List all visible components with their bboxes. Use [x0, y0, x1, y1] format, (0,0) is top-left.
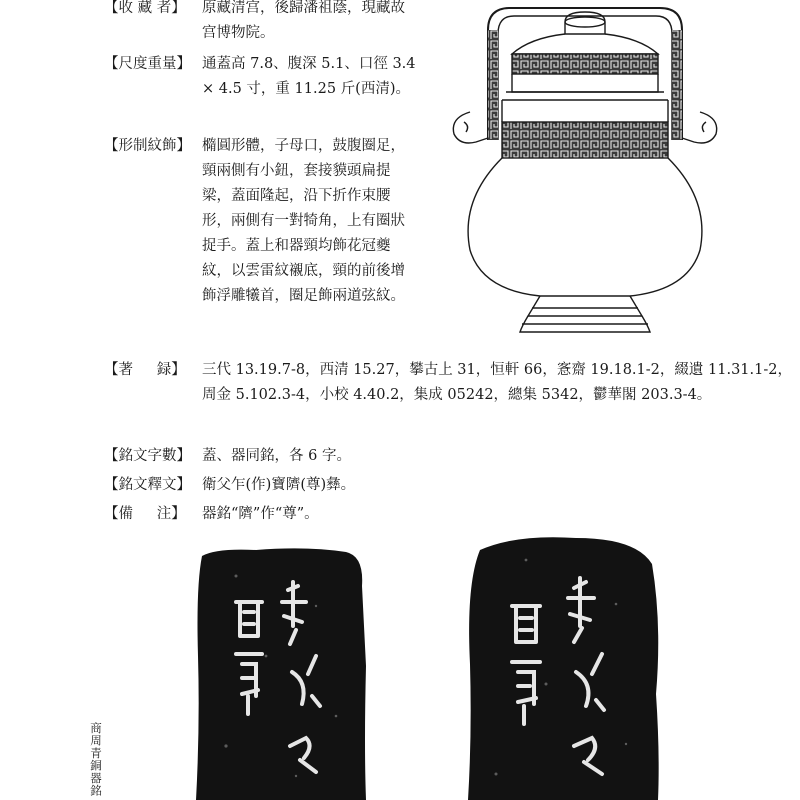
entry-text: 器銘“隮”作“尊”。 [202, 506, 319, 522]
entry-label: 【收 藏 者】 [104, 0, 186, 16]
entry-text: 衛父乍(作)寶隮(尊)彝。 [202, 477, 356, 493]
inscription-rubbing-vessel [466, 534, 662, 800]
spine-title: 商周青銅器銘 [89, 722, 103, 797]
entry-text: 橢圓形體，子母口，鼓腹圈足，頸兩側有小鈕，套接貘頭扁提梁，蓋面隆起，沿下折作束腰形，兩側有一對犄角，上有圈狀捉手。蓋上和器頸均飾花冠夔紋，以雲雷紋襯底，頸的前後增飾浮雕犧首，圈足飾兩道弦紋。 [202, 138, 405, 304]
entry-text: 蓋、器同銘，各 6 字。 [202, 448, 351, 464]
entry-text: 通蓋高 7.8、腹深 5.1、口徑 3.4 × 4.5 寸，重 11.25 斤(西清)。 [202, 56, 416, 97]
entry-label: 【銘文字數】 [104, 448, 191, 464]
entry-label: 【著 録】 [104, 362, 186, 378]
entry-label: 【備 注】 [104, 506, 186, 522]
entry-label: 【銘文釋文】 [104, 477, 191, 493]
entry-label: 【形制紋飾】 [104, 138, 191, 154]
entry-text: 三代 13.19.7-8，西清 15.27，攀古上 31，恒軒 66，愙齋 19.18.1-2，綴遺 11.31.1-2，周金 5.102.3-4，小校 4.40.2，集成 05242，總集 5342，鬱華閣 203.3-4。 [202, 362, 792, 403]
entry-text: 原藏清宫，後歸潘祖蔭，現藏故宫博物院。 [202, 0, 405, 41]
entry-label: 【尺度重量】 [104, 56, 191, 72]
vessel-line-drawing [440, 0, 730, 335]
inscription-rubbing-lid [196, 546, 368, 800]
